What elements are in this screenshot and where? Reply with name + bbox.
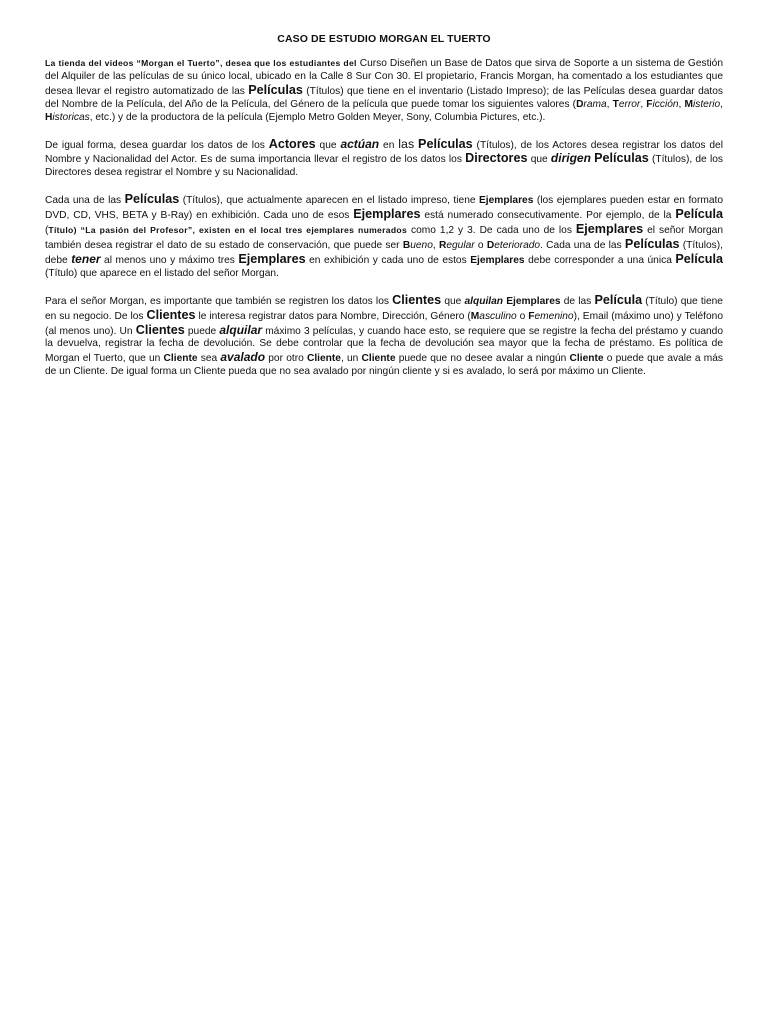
text: ( — [45, 225, 49, 237]
text: , — [432, 239, 439, 251]
keyword-ejemplares: Ejemplares — [238, 251, 306, 266]
text: , — [678, 98, 685, 110]
text: Curso Diseñen un Base de Datos que sirva de Soporte a un sistema de Gestión del Alquiler de las películas de su único local, ubicado en la Calle 8 Sur Con 30. El propietario, Francis Morgan, ha comentado a los estudiantes que desea llevar el registro automatizado de las — [45, 58, 724, 97]
keyword-peliculas: Películas — [624, 236, 680, 251]
keyword-ejemplares: Ejemplares — [470, 254, 525, 266]
intro-store-text: La tienda del videos “Morgan el Tuerto”, desea que los estudiantes del — [45, 58, 357, 68]
text: o — [516, 310, 529, 322]
example-text: “La pasión del Profesor”, existen en el local tres ejemplares numerados — [76, 225, 408, 236]
state-rest: egular — [446, 239, 475, 251]
text: (Título) que tiene en su negocio. De los — [45, 295, 723, 322]
text: (Títulos), que actualmente aparecen en el listado impreso, tiene — [179, 195, 479, 207]
genre-initial: F — [646, 98, 653, 110]
text: le interesa registrar datos para Nombre, Dirección, Género ( — [195, 310, 471, 322]
text: o puede que avale a más de un Cliente. De igual forma un Cliente pueda que no sea avalado por ningún cliente y si es avalado, lo será por máximo un Cliente. — [45, 353, 723, 378]
genre-rest: isterio — [692, 98, 721, 110]
text: debe corresponder a una única — [524, 254, 676, 266]
text-las: las — [398, 136, 415, 151]
genre-rest: error — [618, 98, 641, 110]
genre-initial: T — [612, 98, 619, 110]
genre-rest: istoricas — [52, 111, 90, 123]
document-title: CASO DE ESTUDIO MORGAN EL TUERTO — [277, 33, 491, 45]
genre-initial: D — [576, 98, 584, 110]
keyword-directores: Directores — [465, 151, 528, 166]
text: puede que no desee avalar a ningún — [395, 353, 570, 365]
keyword-ejemplares: Ejemplares — [506, 295, 561, 307]
text: que — [315, 139, 341, 151]
genre-rest: rama — [583, 98, 607, 110]
keyword-alquilar: alquilar — [219, 322, 263, 337]
text: , — [606, 98, 613, 110]
text: Para el señor Morgan, es importante que también se registren los datos los — [45, 295, 393, 307]
text: , un — [340, 353, 362, 365]
text: , etc.) y de la productora de la película (Ejemplo Metro Golden Meyer, Sony, Columbia Pictures, etc.). — [89, 111, 546, 123]
text: (los ejemplares pueden estar en formato DVD, CD, VHS, BETA y B-Ray) en exhibición. Cada uno de esos — [45, 195, 723, 222]
text: . Cada una de las — [540, 239, 625, 251]
text: que — [527, 154, 551, 166]
state-initial: D — [486, 239, 495, 251]
keyword-alquilan: alquilan — [464, 295, 503, 307]
genre-rest: icción — [652, 98, 679, 110]
paragraph-ejemplares — [45, 193, 723, 280]
text: que — [441, 295, 465, 307]
text: ), Email (máximo uno) y Teléfono (al menos uno). Un — [45, 310, 724, 337]
text: De igual forma, desea guardar los datos de los — [45, 139, 269, 151]
text: en — [379, 139, 399, 151]
text: máximo 3 películas, y cuando hace esto, se requiere que se registre la fecha del préstamo y cuando la devuelva, registrar la fecha de devolución. Se debe controlar que la fecha de devolución sea mayor que la fecha de préstamo. Es política de Morgan el Tuerto, que un — [45, 325, 723, 365]
keyword-cliente: Cliente — [163, 353, 198, 365]
gender-initial: F — [528, 310, 535, 322]
state-rest: ueno — [410, 239, 433, 251]
keyword-clientes: Clientes — [135, 322, 185, 337]
keyword-avalado: avalado — [220, 350, 266, 365]
paragraph-clientes — [45, 294, 723, 379]
text: (Títulos), de los Actores desea registrar los datos del Nombre y Nacionalidad del Actor. Es de suma importancia llevar el registro de los datos los — [45, 139, 723, 166]
text: Cada una de las — [45, 195, 125, 207]
state-rest: eteriorado — [494, 239, 541, 251]
text: puede — [184, 325, 220, 337]
text: , — [720, 98, 724, 110]
keyword-peliculas: Películas — [124, 192, 180, 207]
keyword-dirigen: dirigen — [550, 151, 591, 166]
text: como 1,2 y 3. De cada uno de los — [407, 225, 576, 237]
keyword-actores: Actores — [268, 136, 316, 151]
keyword-ejemplares: Ejemplares — [575, 222, 644, 237]
keyword-titulo: Título) — [48, 225, 77, 236]
document-page — [45, 32, 723, 392]
paragraph-actores — [45, 138, 723, 181]
text: (Títulos) que tiene en el inventario (Listado Impreso); de las Películas desea guardar datos del Nombre de la Película, del Año de la Película, del Género de la película que puede tomar los siguientes valores ( — [45, 85, 723, 110]
keyword-pelicula: Película — [594, 292, 643, 307]
genre-initial: H — [45, 111, 53, 123]
text: el señor Morgan también desea registrar el dato de su estado de conservación, que puede ser — [45, 225, 723, 251]
keyword-peliculas: Películas — [594, 151, 649, 166]
gender-rest: asculino — [479, 310, 517, 322]
keyword-cliente: Cliente — [569, 353, 604, 365]
text: (Título) que aparece en el listado del señor Morgan. — [45, 267, 279, 279]
keyword-ejemplares: Ejemplares — [479, 195, 534, 207]
text: está numerado consecutivamente. Por ejemplo, de la — [420, 210, 676, 222]
text: sea — [197, 353, 221, 365]
state-initial: B — [402, 239, 411, 251]
state-initial: R — [438, 239, 447, 251]
keyword-clientes: Clientes — [146, 307, 196, 322]
text: al menos uno y máximo tres — [100, 254, 239, 266]
keyword-pelicula: Película — [675, 207, 723, 222]
keyword-ejemplares: Ejemplares — [353, 207, 421, 222]
paragraph-intro — [45, 57, 723, 125]
keyword-clientes: Clientes — [392, 292, 442, 307]
text: por otro — [265, 353, 307, 365]
keyword-cliente: Cliente — [306, 353, 341, 365]
keyword-peliculas: Películas — [418, 136, 473, 151]
keyword-tener: tener — [71, 251, 101, 266]
gender-rest: emenino — [534, 310, 574, 322]
text: (Títulos), de los Directores desea registrar el Nombre y su Nacionalidad. — [45, 154, 723, 179]
text: o — [474, 239, 487, 251]
keyword-actuan: actúan — [340, 136, 380, 151]
gender-initial: M — [470, 310, 480, 322]
keyword-cliente: Cliente — [361, 353, 396, 365]
text: (Títulos), debe — [45, 239, 723, 266]
genre-initial: M — [684, 98, 693, 110]
keyword-pelicula: Película — [675, 251, 723, 266]
text: de las — [560, 295, 595, 307]
keyword-peliculas: Películas — [248, 82, 303, 97]
text: en exhibición y cada uno de estos — [305, 254, 471, 266]
text: , — [640, 98, 647, 110]
